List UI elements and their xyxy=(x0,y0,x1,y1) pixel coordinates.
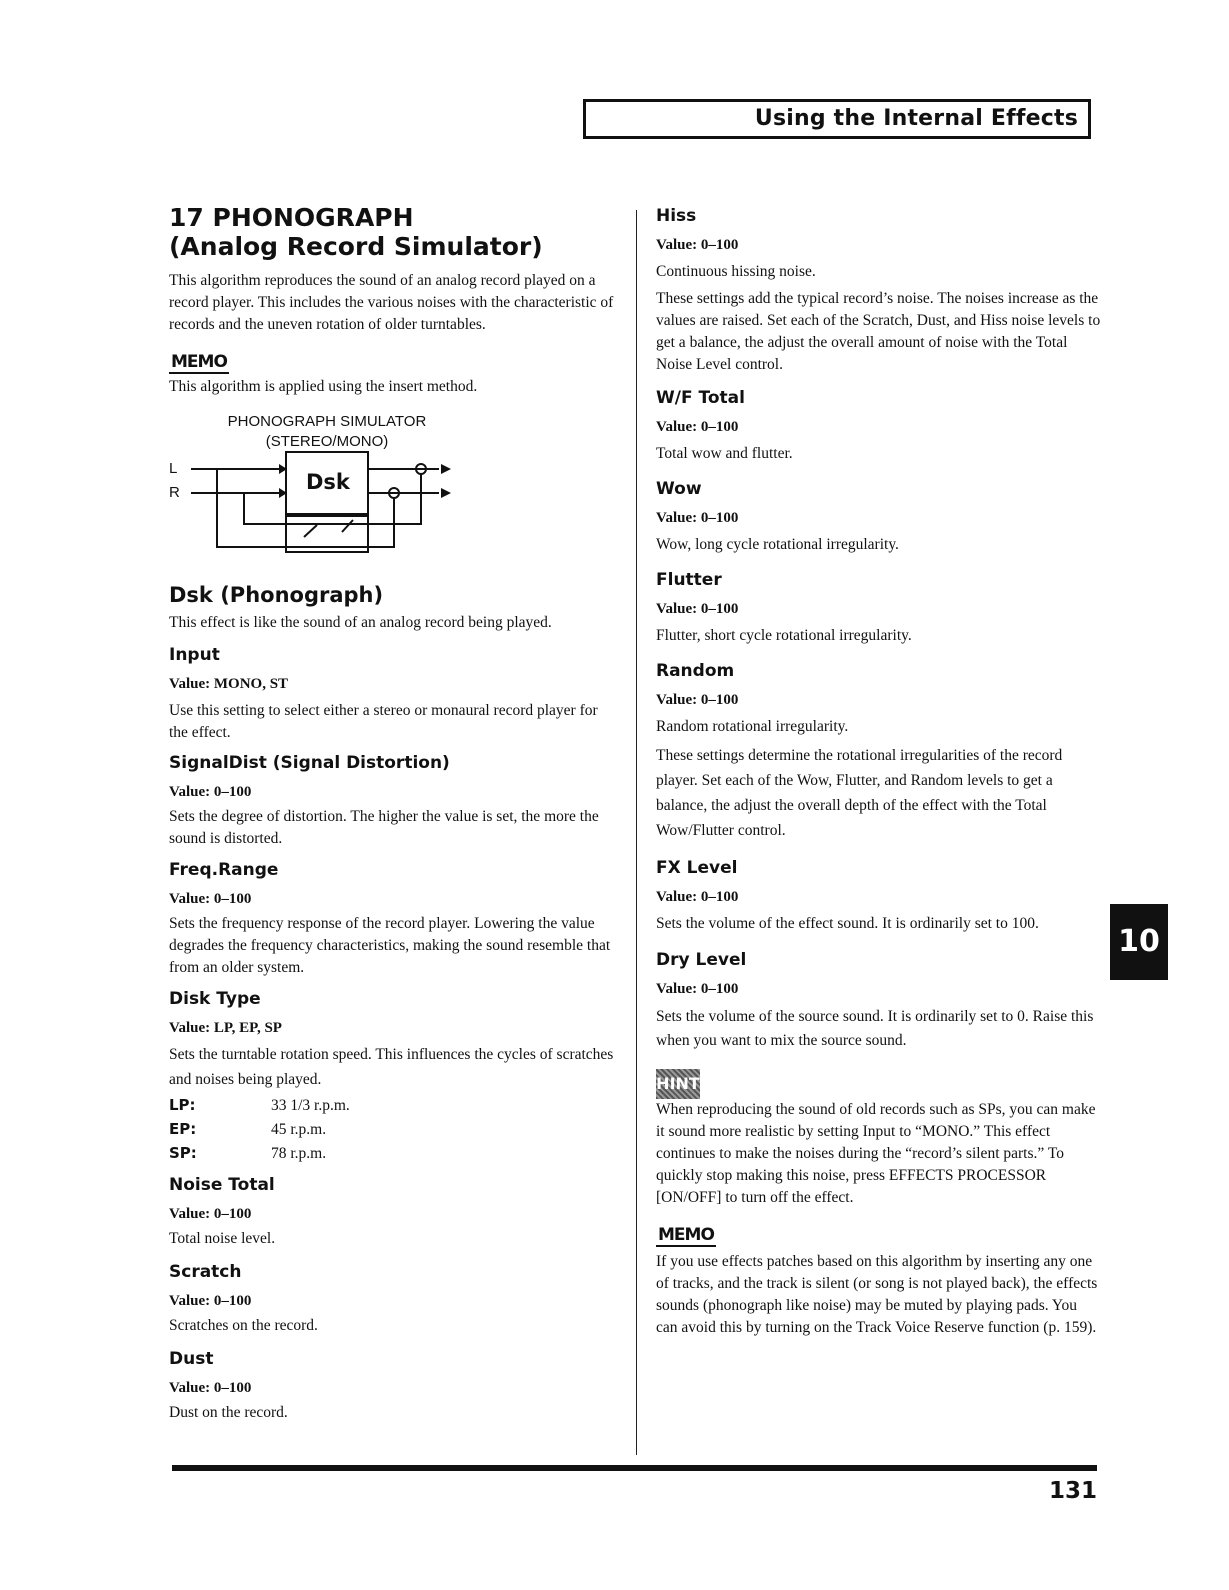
param-desc: Flutter, short cycle rotational irregularity. xyxy=(656,627,912,644)
section-intro: This effect is like the sound of an analog record being played. xyxy=(169,614,552,631)
param-value: Value: 0–100 xyxy=(169,1380,252,1396)
param-name: Wow xyxy=(656,479,702,499)
param-desc: Wow, long cycle rotational irregularity. xyxy=(656,536,899,553)
param-name: Random xyxy=(656,661,735,681)
param-desc: Total wow and flutter. xyxy=(656,445,793,462)
param-desc: Random rotational irregularity. xyxy=(656,718,849,735)
param-desc: Sets the frequency response of the record player. Lowering the value degrades the frequency characteristics, making the sound resemble that from an older system. xyxy=(169,915,611,976)
memo-block-right xyxy=(656,1225,1101,1339)
param-name: SignalDist (Signal Distortion) xyxy=(169,753,450,773)
param-wf-total xyxy=(656,387,1101,465)
diagram-block-label: Dsk xyxy=(306,470,350,494)
param-disk-type xyxy=(169,988,619,1165)
param-name: Scratch xyxy=(169,1262,242,1282)
param-value: Value: 0–100 xyxy=(656,981,739,997)
section-header-title: Using the Internal Effects xyxy=(754,106,1078,131)
param-fx-level xyxy=(656,857,1101,935)
chapter-tab: 10 xyxy=(1110,904,1168,980)
memo-text: This algorithm is applied using the insert method. xyxy=(169,378,478,395)
param-signaldist xyxy=(169,752,619,850)
param-value: Value: 0–100 xyxy=(169,891,252,907)
hint-block xyxy=(656,1069,1101,1209)
param-wow xyxy=(656,478,1101,556)
param-value: Value: 0–100 xyxy=(169,1206,252,1222)
param-dry-level xyxy=(656,949,1101,1053)
disk-type-table xyxy=(169,1094,619,1165)
algorithm-title-line1: 17 PHONOGRAPH xyxy=(169,203,414,232)
algorithm-intro: This algorithm reproduces the sound of an analog record played on a record player. This includes the various noises with the characteristic of records and the uneven rotation of older turntables. xyxy=(169,272,614,333)
param-name: Dry Level xyxy=(656,950,747,970)
param-value: Value: 0–100 xyxy=(656,601,739,617)
param-desc: Total noise level. xyxy=(169,1230,276,1247)
memo-icon: MEMO xyxy=(171,352,227,372)
param-dust xyxy=(169,1348,619,1424)
memo-icon: MEMO xyxy=(658,1225,714,1245)
param-name: Input xyxy=(169,645,220,665)
param-value: Value: 0–100 xyxy=(169,1293,252,1309)
param-flutter xyxy=(656,569,1101,647)
param-value: Value: 0–100 xyxy=(169,784,252,800)
param-value: Value: MONO, ST xyxy=(169,676,289,692)
disk-type-speed: 33 1/3 r.p.m. xyxy=(271,1097,350,1114)
param-noise-total xyxy=(169,1174,619,1250)
param-name: Hiss xyxy=(656,206,697,226)
diagram-caption-line1: PHONOGRAPH SIMULATOR xyxy=(227,413,427,430)
disk-type-key: SP: xyxy=(169,1144,197,1162)
param-value: Value: 0–100 xyxy=(656,889,739,905)
param-scratch xyxy=(169,1261,619,1337)
noise-note: These settings add the typical record’s noise. The noises increase as the values are raised. Set each of the Scratch, Dust, and Hiss noise levels to get a balance, the adjust the overall amount of noise with the Total Noise Level control. xyxy=(656,290,1101,373)
section-title: Dsk (Phonograph) xyxy=(169,583,384,607)
param-desc: Sets the turntable rotation speed. This influences the cycles of scratches and noises being played. xyxy=(169,1046,614,1088)
param-name: FX Level xyxy=(656,858,738,878)
param-desc: Sets the volume of the source sound. It is ordinarily set to 0. Raise this when you want to mix the source sound. xyxy=(656,1008,1094,1049)
param-freq-range xyxy=(169,859,619,979)
param-desc: Continuous hissing noise. xyxy=(656,263,816,280)
param-desc: Sets the degree of distortion. The higher the value is set, the more the sound is distorted. xyxy=(169,808,599,847)
memo-block xyxy=(169,352,619,398)
diagram-input-r: R xyxy=(169,484,180,501)
hint-text: When reproducing the sound of old records such as SPs, you can make it sound more realistic by setting Input to “MONO.” This effect continues to make the noises during the “record’s silent parts.” To quickly stop making this noise, press EFFECTS PROCESSOR [ON/OFF] to turn off the effect. xyxy=(656,1101,1096,1206)
disk-type-key: EP: xyxy=(169,1120,197,1138)
disk-type-speed: 78 r.p.m. xyxy=(271,1145,327,1162)
right-column xyxy=(656,205,1101,1339)
algorithm-title-line2: (Analog Record Simulator) xyxy=(169,232,543,261)
param-name: Flutter xyxy=(656,570,722,590)
diagram-caption-line2: (STEREO/MONO) xyxy=(265,433,389,450)
diagram-input-l: L xyxy=(169,460,178,477)
hint-icon: HINT xyxy=(656,1069,700,1099)
param-value: Value: 0–100 xyxy=(656,237,739,253)
left-column xyxy=(169,203,619,1424)
param-desc: Dust on the record. xyxy=(169,1404,288,1421)
param-name: W/F Total xyxy=(656,388,745,408)
param-value: Value: LP, EP, SP xyxy=(169,1020,282,1036)
param-hiss xyxy=(656,205,1101,376)
disk-type-key: LP: xyxy=(169,1096,196,1114)
section-header xyxy=(583,99,1091,139)
rotation-note: These settings determine the rotational irregularities of the record player. Set each of the Wow, Flutter, and Random levels to get a balance, the adjust the overall depth of the effect with the Total Wow/Flutter control. xyxy=(656,747,1063,839)
param-desc: Use this setting to select either a stereo or monaural record player for the effect. xyxy=(169,702,598,741)
param-random xyxy=(656,660,1101,843)
column-divider xyxy=(636,210,637,1455)
param-desc: Sets the volume of the effect sound. It is ordinarily set to 100. xyxy=(656,915,1039,932)
param-name: Disk Type xyxy=(169,989,261,1009)
param-desc: Scratches on the record. xyxy=(169,1317,318,1334)
param-input xyxy=(169,644,619,744)
memo-text: If you use effects patches based on this algorithm by inserting any one of tracks, and the track is silent (or song is not played back), the effects sounds (phonograph like noise) may be muted by playing pads. You can avoid this by turning on the Track Voice Reserve function (p. 159). xyxy=(656,1253,1098,1336)
page-number: 131 xyxy=(1048,1478,1097,1504)
param-name: Freq.Range xyxy=(169,860,279,880)
phonograph-diagram xyxy=(169,412,469,572)
param-name: Noise Total xyxy=(169,1175,275,1195)
param-value: Value: 0–100 xyxy=(656,692,739,708)
footer-rule xyxy=(172,1465,1097,1471)
param-value: Value: 0–100 xyxy=(656,419,739,435)
param-name: Dust xyxy=(169,1349,214,1369)
param-value: Value: 0–100 xyxy=(656,510,739,526)
disk-type-speed: 45 r.p.m. xyxy=(271,1121,327,1138)
